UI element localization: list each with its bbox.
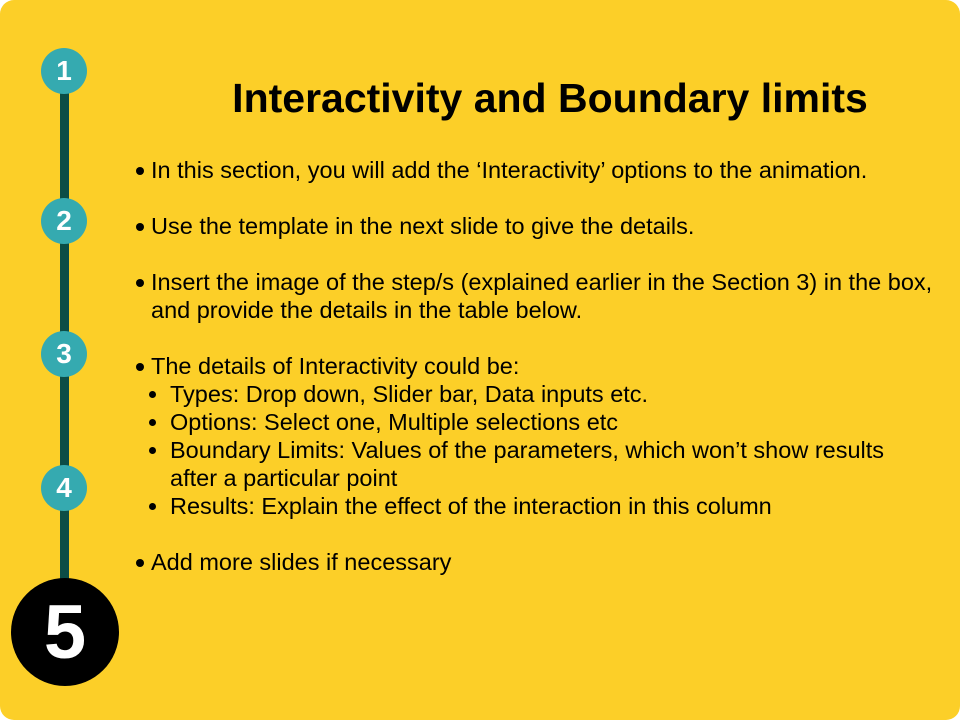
sub-bullet-text: Boundary Limits: Values of the parameters, which won’t show results after a particular point	[170, 437, 885, 491]
sub-bullet-item	[133, 380, 933, 408]
step-1-marker: 1	[41, 48, 87, 94]
current-step-marker: 5	[11, 578, 119, 686]
bullet-text: In this section, you will add the ‘Interactivity’ options to the animation.	[151, 157, 868, 183]
bullet-item	[133, 212, 933, 240]
sub-bullet-dot	[149, 447, 156, 454]
bullet-dot	[136, 223, 144, 231]
step-2-marker: 2	[41, 198, 87, 244]
bullet-dot	[136, 559, 144, 567]
bullet-dot	[136, 279, 144, 287]
sub-bullet-text: Results: Explain the effect of the interaction in this column	[170, 493, 772, 519]
step-3-marker: 3	[41, 331, 87, 377]
sub-bullet-item	[133, 492, 933, 520]
bullet-text: Add more slides if necessary	[151, 549, 452, 575]
bullet-text: Use the template in the next slide to give the details.	[151, 213, 695, 239]
sub-bullet-item	[133, 408, 933, 436]
bullet-text: The details of Interactivity could be:	[151, 353, 520, 379]
sub-bullet-text: Types: Drop down, Slider bar, Data inputs etc.	[170, 381, 649, 407]
sub-bullet-text: Options: Select one, Multiple selections etc	[170, 409, 619, 435]
bullet-dot	[136, 167, 144, 175]
sub-bullet-dot	[149, 419, 156, 426]
bullet-dot	[136, 363, 144, 371]
bullet-item	[133, 548, 933, 576]
bullet-list	[133, 156, 933, 576]
sub-bullet-dot	[149, 503, 156, 510]
bullet-item	[133, 156, 933, 184]
sub-bullet-dot	[149, 391, 156, 398]
slide-title: Interactivity and Boundary limits	[232, 75, 868, 121]
step-4-marker: 4	[41, 465, 87, 511]
bullet-item	[133, 352, 933, 380]
bullet-text: Insert the image of the step/s (explained earlier in the Section 3) in the box, and provide the details in the table below.	[151, 269, 933, 323]
sub-bullet-item	[133, 436, 933, 492]
bullet-item	[133, 268, 933, 324]
